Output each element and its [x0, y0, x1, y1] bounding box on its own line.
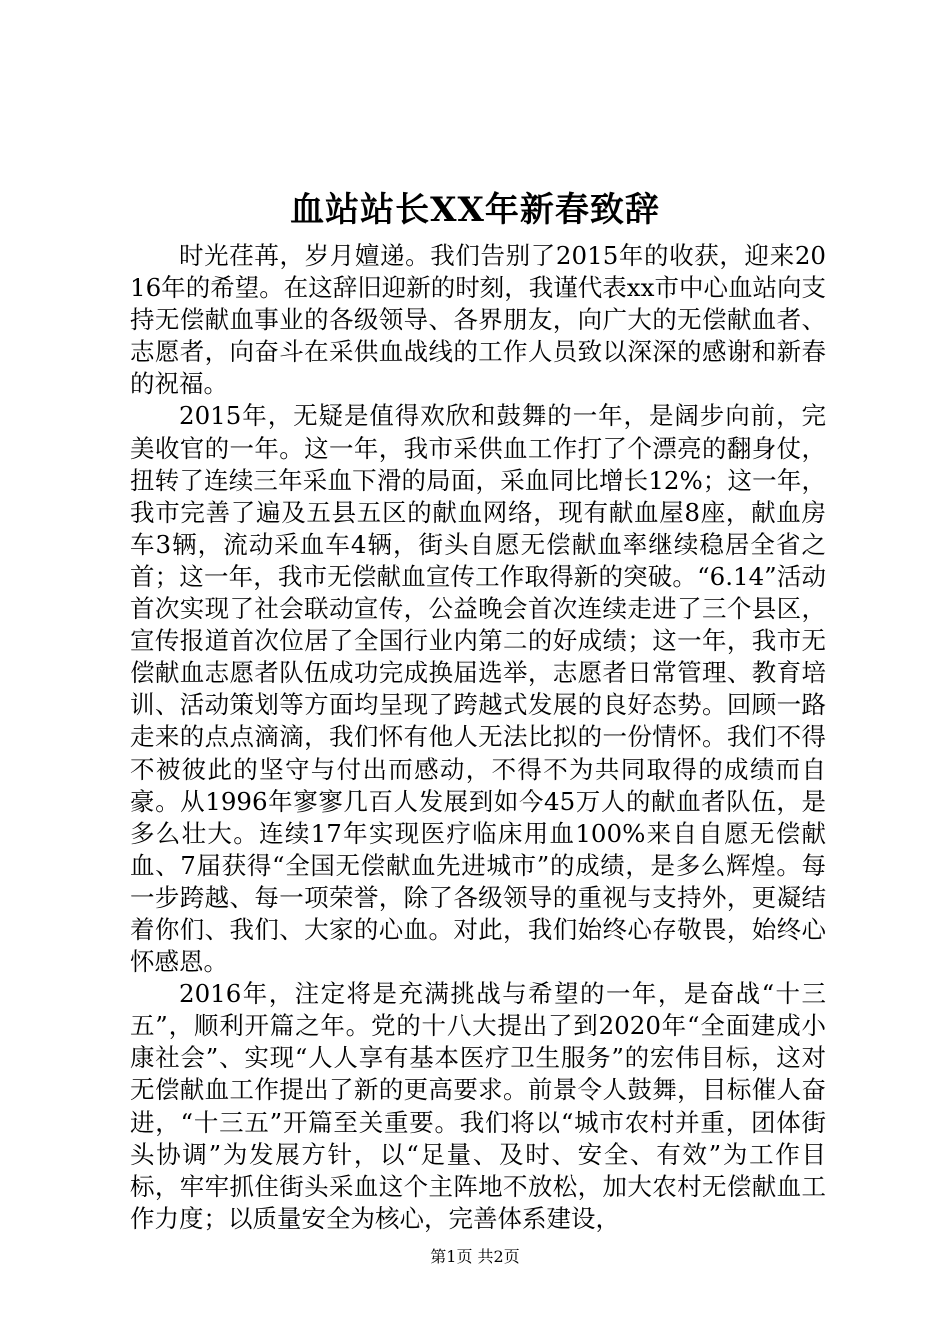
document-body: [130, 240, 826, 1235]
document-title: 血站站长XX年新春致辞: [290, 190, 660, 230]
page-number-footer: 第1页 共2页: [430, 1247, 520, 1266]
paragraph-2: 2015年，无疑是值得欢欣和鼓舞的一年，是阔步向前，完美收官的一年。这一年，我市采供血工作打了个漂亮的翻身仗，扭转了连续三年采血下滑的局面，采血同比增长12%；这一年，我市完善了遍及五县五区的献血网络，现有献血屋8座，献血房车3辆，流动采血车4辆，街头自愿无偿献血率继续稳居全省之首；这一年，我市无偿献血宣传工作取得新的突破。“6.14”活动首次实现了社会联动宣传，公益晚会首次连续走进了三个县区，宣传报道首次位居了全国行业内第二的好成绩；这一年，我市无偿献血志愿者队伍成功完成换届选举，志愿者日常管理、教育培训、活动策划等方面均呈现了跨越式发展的良好态势。回顾一路走来的点点滴滴，我们怀有他人无法比拟的一份情怀。我们不得不被彼此的坚守与付出而感动，不得不为共同取得的成绩而自豪。从1996年寥寥几百人发展到如今45万人的献血者队伍，是多么壮大。连续17年实现医疗临床用血100%来自自愿无偿献血、7届获得“全国无偿献血先进城市”的成绩，是多么辉煌。每一步跨越、每一项荣誉，除了各级领导的重视与支持外，更凝结着你们、我们、大家的心血。对此，我们始终心存敬畏，始终心怀感恩。: [130, 401, 826, 977]
paragraph-1: 时光荏苒，岁月嬗递。我们告别了2015年的收获，迎来2016年的希望。在这辞旧迎新的时刻，我谨代表xx市中心血站向支持无偿献血事业的各级领导、各界朋友，向广大的无偿献血者、志愿者，向奋斗在采供血战线的工作人员致以深深的感谢和新春的祝福。: [130, 241, 826, 399]
paragraph-3: 2016年，注定将是充满挑战与希望的一年，是奋战“十三五”，顺利开篇之年。党的十八大提出了到2020年“全面建成小康社会”、实现“人人享有基本医疗卫生服务”的宏伟目标，这对无偿献血工作提出了新的更高要求。前景令人鼓舞，目标催人奋进，“十三五”开篇至关重要。我们将以“城市农村并重，团体街头协调”为发展方针，以“足量、及时、安全、有效”为工作目标，牢牢抓住街头采血这个主阵地不放松，加大农村无偿献血工作力度；以质量安全为核心，完善体系建设，: [130, 979, 826, 1233]
